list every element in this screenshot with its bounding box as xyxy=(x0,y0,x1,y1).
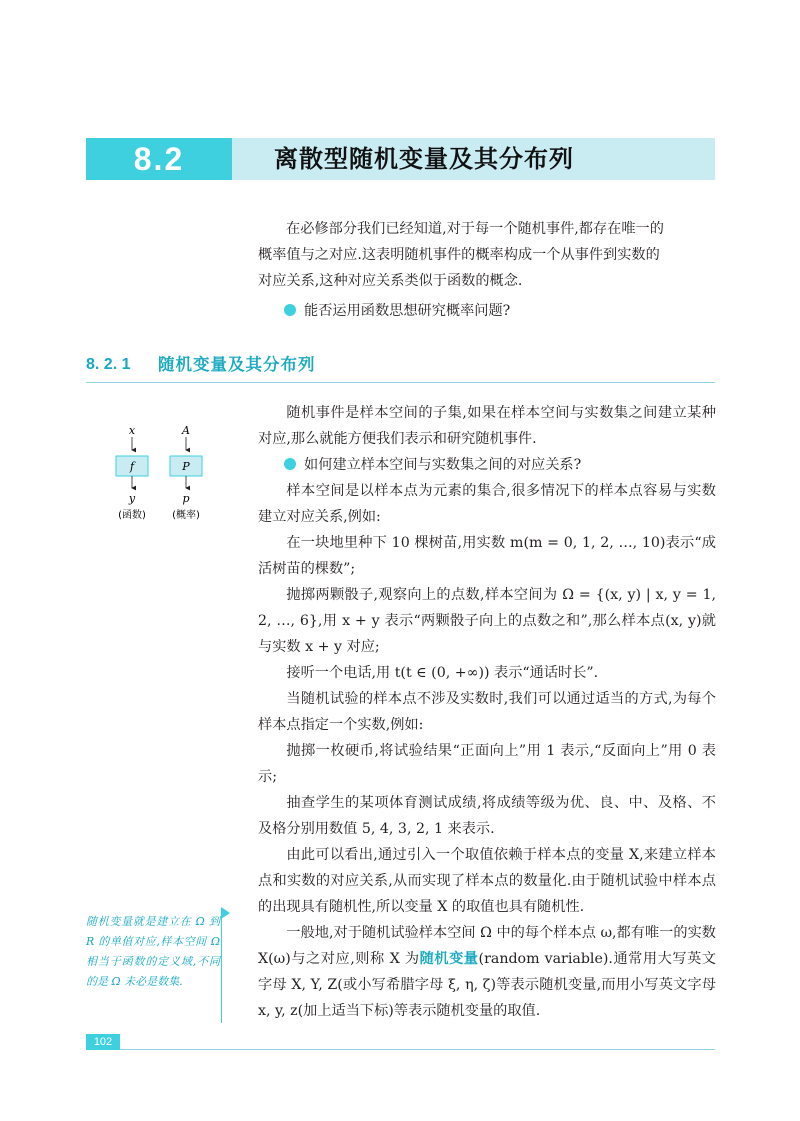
paragraph-9: 由此可以看出,通过引入一个取值依赖于样本点的变量 X,来建立样本点和实数的对应关系,从而实现了样本点的数量化.由于随机试验中样本点的出现具有随机性,所以变量 X 的取值也具有随机性. xyxy=(258,847,716,915)
paragraph-1: 随机事件是样本空间的子集,如果在样本空间与实数集之间建立某种对应,那么就能方便我们表示和研究随机事件. xyxy=(258,405,716,447)
body-question xyxy=(258,452,716,478)
paragraph-10 xyxy=(258,920,716,1024)
paragraph-5: 接听一个电话,用 t(t ∈ (0, +∞)) 表示“通话时长”. xyxy=(286,665,599,681)
diagram-right-top: A xyxy=(182,424,190,437)
bullet-dot-icon xyxy=(284,458,296,470)
margin-note-rule xyxy=(221,913,222,1023)
diagram-right-caption: (概率) xyxy=(172,510,200,521)
section-title: 离散型随机变量及其分布列 xyxy=(274,144,574,173)
intro-paragraph xyxy=(258,216,716,294)
intro-line-1: 在必修部分我们已经知道,对于每一个随机事件,都存在唯一的 xyxy=(286,221,664,237)
diagram-right-bottom: p xyxy=(182,492,190,505)
term-random-variable: 随机变量 xyxy=(419,951,479,967)
intro-question-text: 能否运用函数思想研究概率问题? xyxy=(304,303,511,319)
intro-question xyxy=(284,298,510,324)
paragraph-8: 抽查学生的某项体育测试成绩,将成绩等级为优、良、中、及格、不及格分别用数值 5, 4, 3, 2, 1 来表示. xyxy=(258,795,716,837)
paragraph-10-pre: 一般地,对于随机试验样本空间 Ω 中的每个样本点 ω,都有唯一的实数 X(ω)与之对应,则称 X 为 xyxy=(258,925,716,967)
section-number: 8.2 xyxy=(86,138,232,180)
page-number: 102 xyxy=(86,1034,120,1050)
intro-line-2: 概率值与之对应.这表明随机事件的概率构成一个从事件到实数的 xyxy=(258,247,660,263)
margin-note: 随机变量就是建立在 Ω 到 R 的单值对应,样本空间 Ω 相当于函数的定义域,不同的是 Ω 未必是数集. xyxy=(86,915,220,988)
diagram-left-bottom: y xyxy=(128,492,136,505)
mapping-diagram xyxy=(100,420,220,530)
footer-rule xyxy=(120,1049,715,1050)
subsection-number: 8. 2. 1 xyxy=(86,356,131,373)
diagram-left-top: x xyxy=(128,424,136,437)
body-text xyxy=(258,400,716,1024)
paragraph-3: 在一块地里种下 10 棵树苗,用实数 m(m = 0, 1, 2, …, 10)表示“成活树苗的棵数”; xyxy=(258,535,716,577)
subsection-rule xyxy=(86,382,715,383)
diagram-right-box-label: P xyxy=(182,460,190,473)
paragraph-2: 样本空间是以样本点为元素的集合,很多情况下的样本点容易与实数建立对应关系,例如: xyxy=(258,483,716,525)
paragraph-7: 抛掷一枚硬币,将试验结果“正面向上”用 1 表示,“反面向上”用 0 表示; xyxy=(258,743,716,785)
paragraph-4: 抛掷两颗骰子,观察向上的点数,样本空间为 Ω = {(x, y) | x, y = 1, 2, …, 6},用 x + y 表示“两颗骰子向上的点数之和”,那么样本点(x, y)就与实数 x + y 对应; xyxy=(258,587,716,655)
intro-line-3: 对应关系,这种对应关系类似于函数的概念. xyxy=(258,273,523,289)
body-question-text: 如何建立样本空间与实数集之间的对应关系? xyxy=(304,457,582,473)
paragraph-6: 当随机试验的样本点不涉及实数时,我们可以通过适当的方式,为每个样本点指定一个实数,例如: xyxy=(258,691,716,733)
paragraph-10-post: (random variable).通常用大写英文字母 X, Y, Z(或小写希腊字母 ξ, η, ζ)等表示随机变量,而用小写英文字母 x, y, z(加上适当下标)等表示随机变量的取值. xyxy=(258,951,716,1019)
diagram-left-caption: (函数) xyxy=(118,510,146,521)
diagram-left-box-label: f xyxy=(129,460,135,473)
bullet-dot-icon xyxy=(284,304,296,316)
margin-note-pointer-icon xyxy=(221,907,230,919)
subsection-title: 随机变量及其分布列 xyxy=(158,355,316,374)
